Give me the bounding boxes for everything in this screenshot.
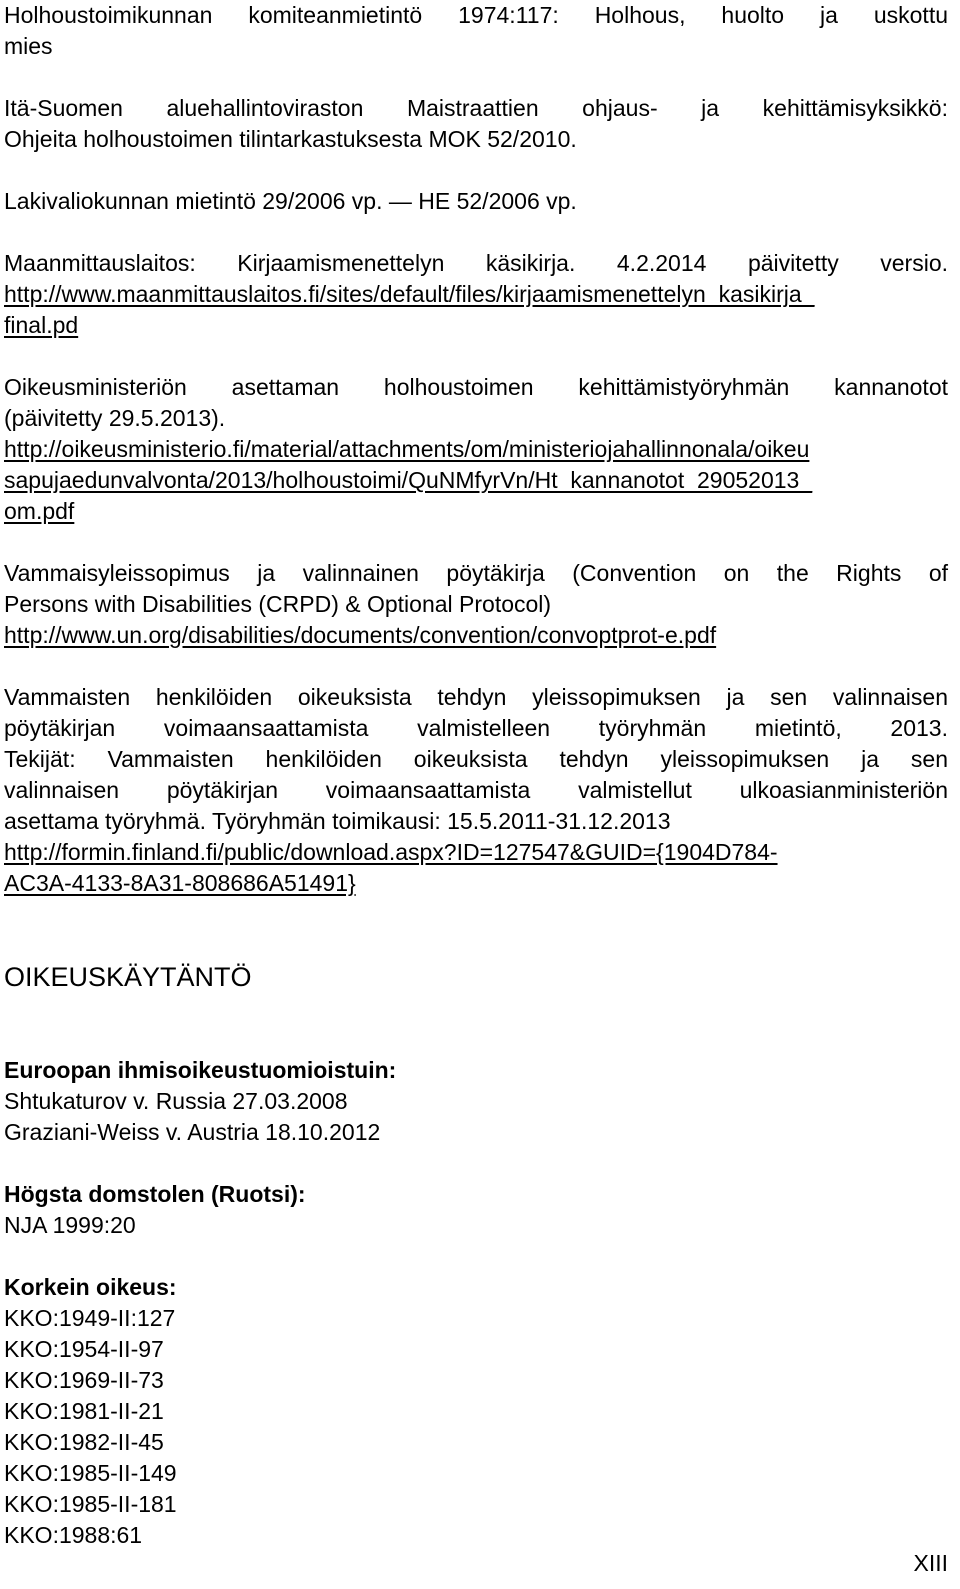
case-item: KKO:1985-II-149	[4, 1460, 177, 1486]
reference-link[interactable]: final.pd	[4, 312, 79, 338]
court-title: Euroopan ihmisoikeustuomioistuin:	[4, 1057, 397, 1083]
reference-text: Itä-Suomen aluehallintoviraston Maistraattien ohjaus- ja kehittämisyksikkö:	[4, 95, 948, 121]
case-item: KKO:1949-II:127	[4, 1305, 176, 1331]
case-item: KKO:1981-II-21	[4, 1398, 164, 1424]
reference-entry	[4, 248, 948, 341]
case-item: Graziani-Weiss v. Austria 18.10.2012	[4, 1119, 381, 1145]
reference-entry	[4, 186, 948, 217]
reference-entry	[4, 558, 948, 651]
reference-text: asettama työryhmä. Työryhmän toimikausi: 15.5.2011-31.12.2013	[4, 808, 671, 834]
section-heading: OIKEUSKÄYTÄNTÖ	[4, 962, 252, 992]
reference-text: Ohjeita holhoustoimen tilintarkastuksesta MOK 52/2010.	[4, 126, 577, 152]
reference-text: Persons with Disabilities (CRPD) & Optional Protocol)	[4, 591, 552, 617]
reference-text: Lakivaliokunnan mietintö 29/2006 vp. — HE 52/2006 vp.	[4, 188, 577, 214]
court-section	[4, 1055, 948, 1148]
document-page	[4, 0, 948, 1551]
reference-link[interactable]: http://www.maanmittauslaitos.fi/sites/default/files/kirjaamismenettelyn_kasikirja_	[4, 281, 815, 307]
reference-text: Oikeusministeriön asettaman holhoustoimen kehittämistyöryhmän kannanotot	[4, 374, 948, 400]
reference-text: Holhoustoimikunnan komiteanmietintö 1974:117: Holhous, huolto ja uskottu	[4, 2, 948, 28]
reference-text: pöytäkirjan voimaansaattamista valmistelleen työryhmän mietintö, 2013.	[4, 715, 948, 741]
case-item: KKO:1985-II-181	[4, 1491, 177, 1517]
page-number: XIII	[913, 1550, 948, 1576]
reference-link[interactable]: http://formin.finland.fi/public/download.aspx?ID=127547&GUID={1904D784-	[4, 839, 778, 865]
reference-link[interactable]: om.pdf	[4, 498, 75, 524]
case-item: KKO:1954-II-97	[4, 1336, 164, 1362]
reference-text: Vammaisyleissopimus ja valinnainen pöytäkirja (Convention on the Rights of	[4, 560, 948, 586]
reference-text: (päivitetty 29.5.2013).	[4, 405, 226, 431]
court-section	[4, 1179, 948, 1241]
reference-link[interactable]: http://www.un.org/disabilities/documents/convention/convoptprot-e.pdf	[4, 622, 717, 648]
reference-text: Tekijät: Vammaisten henkilöiden oikeuksista tehdyn yleissopimuksen ja sen	[4, 746, 948, 772]
case-item: NJA 1999:20	[4, 1212, 136, 1238]
court-section	[4, 1272, 948, 1551]
court-title: Högsta domstolen (Ruotsi):	[4, 1181, 306, 1207]
reference-entry	[4, 682, 948, 899]
court-title: Korkein oikeus:	[4, 1274, 177, 1300]
reference-text: Maanmittauslaitos: Kirjaamismenettelyn käsikirja. 4.2.2014 päivitetty versio.	[4, 250, 948, 276]
reference-link[interactable]: sapujaedunvalvonta/2013/holhoustoimi/QuNMfyrVn/Ht_kannanotot_29052013_	[4, 467, 813, 493]
reference-entry	[4, 0, 948, 62]
reference-text: Vammaisten henkilöiden oikeuksista tehdyn yleissopimuksen ja sen valinnaisen	[4, 684, 948, 710]
reference-entry	[4, 372, 948, 527]
reference-link[interactable]: http://oikeusministerio.fi/material/attachments/om/ministeriojahallinnonala/oikeu	[4, 436, 810, 462]
reference-link[interactable]: AC3A-4133-8A31-808686A51491}	[4, 870, 356, 896]
reference-text: valinnaisen pöytäkirjan voimaansaattamista valmistellut ulkoasianministeriön	[4, 777, 948, 803]
reference-text: mies	[4, 33, 53, 59]
case-item: KKO:1988:61	[4, 1522, 143, 1548]
case-item: KKO:1969-II-73	[4, 1367, 164, 1393]
case-item: KKO:1982-II-45	[4, 1429, 164, 1455]
case-item: Shtukaturov v. Russia 27.03.2008	[4, 1088, 348, 1114]
reference-entry	[4, 93, 948, 155]
